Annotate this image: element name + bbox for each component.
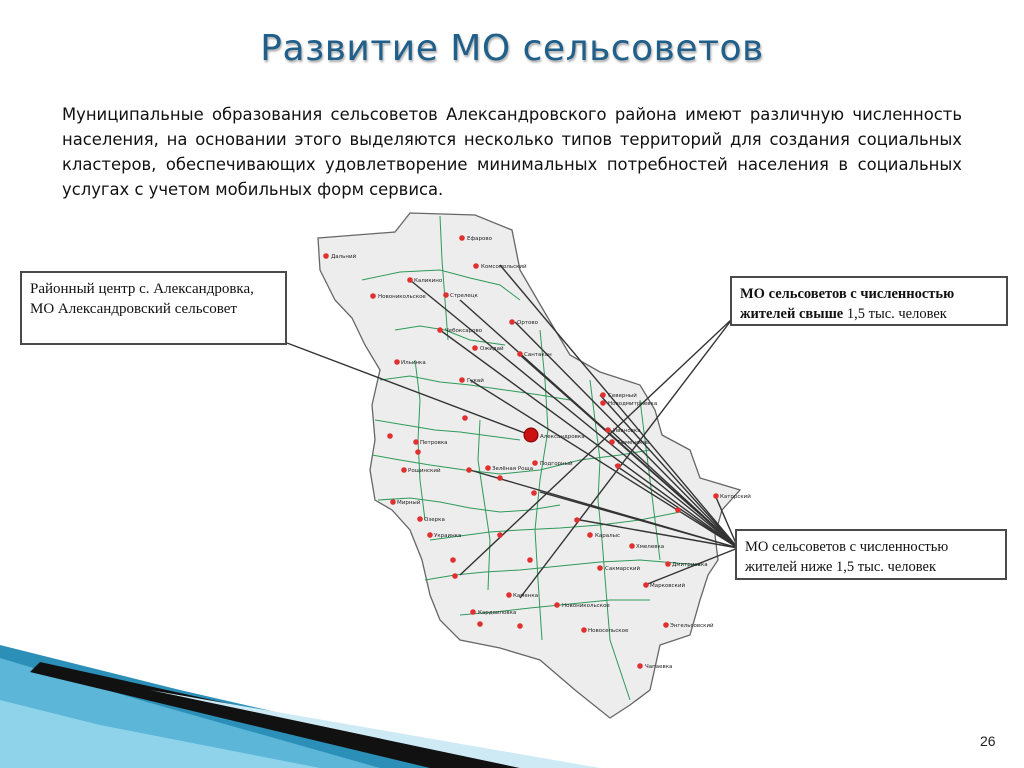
svg-text:Чапаевка: Чапаевка — [645, 664, 673, 670]
settlement-marker — [675, 507, 681, 513]
district-center-marker — [524, 428, 538, 442]
callout-above-text-bold: МО сельсоветов с численностью жителей свыше — [740, 286, 955, 322]
svg-text:Сантакан: Сантакан — [524, 352, 552, 358]
settlement-marker — [531, 490, 537, 496]
callout-district-center-text: Районный центр с. Александровка, МО Александровский сельсовет — [30, 281, 254, 317]
settlement-marker — [554, 602, 560, 608]
svg-text:Каменка: Каменка — [513, 593, 539, 599]
settlement-marker — [574, 517, 580, 523]
svg-text:Гукай: Гукай — [467, 378, 484, 384]
slide-title: Развитие МО сельсоветов — [260, 28, 764, 69]
settlement-marker — [472, 345, 478, 351]
settlement-marker — [407, 277, 413, 283]
svg-text:Петровка: Петровка — [420, 440, 448, 446]
callout-above-threshold — [730, 276, 1008, 326]
settlement-marker — [466, 467, 472, 473]
settlement-marker — [637, 663, 643, 669]
svg-text:Ожидай: Ожидай — [480, 346, 504, 352]
settlement-marker — [615, 463, 621, 469]
settlement-marker — [600, 392, 606, 398]
intro-paragraph: Муниципальные образования сельсоветов Александровского района имеют различную численность населения, на основании этого выделяются несколько типов территорий для создания социальных кластеров, обеспечивающих удовлетворение минимальных потребностей населения в социальных услугах с учетом мобильных форм сервиса. — [62, 105, 962, 199]
settlement-marker — [413, 439, 419, 445]
svg-text:Хмелевка: Хмелевка — [636, 544, 665, 550]
svg-text:Каралыс: Каралыс — [595, 533, 621, 539]
svg-text:Дмитриевка: Дмитриевка — [672, 562, 708, 568]
svg-text:Украинка: Украинка — [434, 533, 462, 539]
svg-text:Александровка: Александровка — [540, 434, 585, 440]
settlement-marker — [597, 565, 603, 571]
settlement-marker — [401, 467, 407, 473]
svg-text:Зелёная Роща: Зелёная Роща — [492, 466, 534, 472]
settlement-marker — [517, 623, 523, 629]
settlement-marker — [450, 557, 456, 563]
settlement-marker — [517, 351, 523, 357]
settlement-marker — [663, 622, 669, 628]
svg-text:Кардаиловка: Кардаиловка — [478, 610, 517, 616]
svg-text:Новоникольское: Новоникольское — [562, 603, 610, 609]
settlement-marker — [470, 609, 476, 615]
svg-text:Стрелецк: Стрелецк — [450, 293, 478, 299]
settlement-marker — [532, 460, 538, 466]
decorative-swoosh — [0, 645, 600, 768]
svg-text:Озерка: Озерка — [424, 517, 445, 523]
svg-text:Каторский: Каторский — [720, 494, 751, 500]
settlement-marker — [506, 592, 512, 598]
svg-text:Каликино: Каликино — [414, 278, 443, 284]
callout-below-threshold — [735, 529, 1007, 580]
settlement-marker — [370, 293, 376, 299]
settlement-marker — [600, 400, 606, 406]
svg-text:Новоникольское: Новоникольское — [378, 294, 426, 300]
settlement-marker — [390, 499, 396, 505]
settlement-marker — [473, 263, 479, 269]
page-number: 26 — [980, 733, 996, 749]
settlement-marker — [485, 465, 491, 471]
settlement-marker — [323, 253, 329, 259]
svg-text:Новосельское: Новосельское — [588, 628, 629, 634]
settlement-marker — [497, 475, 503, 481]
svg-text:Ивановка: Ивановка — [613, 428, 641, 434]
settlement-marker — [497, 532, 503, 538]
settlement-marker — [459, 377, 465, 383]
settlement-marker — [415, 449, 421, 455]
settlement-marker — [452, 573, 458, 579]
settlement-marker — [417, 516, 423, 522]
settlement-marker — [427, 532, 433, 538]
settlement-marker — [509, 319, 515, 325]
svg-text:Северный: Северный — [608, 393, 637, 399]
settlement-marker — [437, 327, 443, 333]
svg-text:Ортово: Ортово — [517, 320, 538, 326]
svg-text:Сакмарский: Сакмарский — [605, 566, 641, 572]
svg-text:Ефарово: Ефарово — [467, 236, 493, 242]
callout-below-text: МО сельсоветов с численностью жителей ниже 1,5 тыс. человек — [745, 539, 949, 575]
svg-text:Чебоксарово: Чебоксарово — [445, 328, 483, 334]
svg-text:Комсомольский: Комсомольский — [481, 264, 527, 270]
settlement-marker — [387, 433, 393, 439]
settlement-marker — [665, 561, 671, 567]
settlement-marker — [462, 415, 468, 421]
svg-text:Энгельсовский: Энгельсовский — [670, 623, 714, 629]
settlement-marker — [459, 235, 465, 241]
settlement-marker — [443, 292, 449, 298]
svg-text:Рощинский: Рощинский — [408, 468, 441, 474]
callout-above-text-value: 1,5 тыс. человек — [846, 306, 947, 322]
svg-text:Марковский: Марковский — [650, 583, 686, 589]
settlement-marker — [605, 427, 611, 433]
settlement-marker — [587, 532, 593, 538]
settlement-marker — [527, 557, 533, 563]
svg-text:Подгорный: Подгорный — [540, 461, 573, 467]
settlement-marker — [643, 582, 649, 588]
settlement-marker — [581, 627, 587, 633]
callout-district-center — [20, 271, 287, 345]
svg-text:Дальний: Дальний — [331, 254, 357, 260]
settlement-marker — [477, 621, 483, 627]
settlement-marker — [609, 439, 615, 445]
settlement-marker — [713, 493, 719, 499]
svg-text:Новодмитриевка: Новодмитриевка — [608, 401, 658, 407]
svg-text:Ильинка: Ильинка — [401, 360, 426, 366]
svg-text:Тюменский: Тюменский — [617, 440, 650, 446]
settlement-marker — [394, 359, 400, 365]
settlement-marker — [629, 543, 635, 549]
svg-text:Мирный: Мирный — [397, 500, 421, 506]
